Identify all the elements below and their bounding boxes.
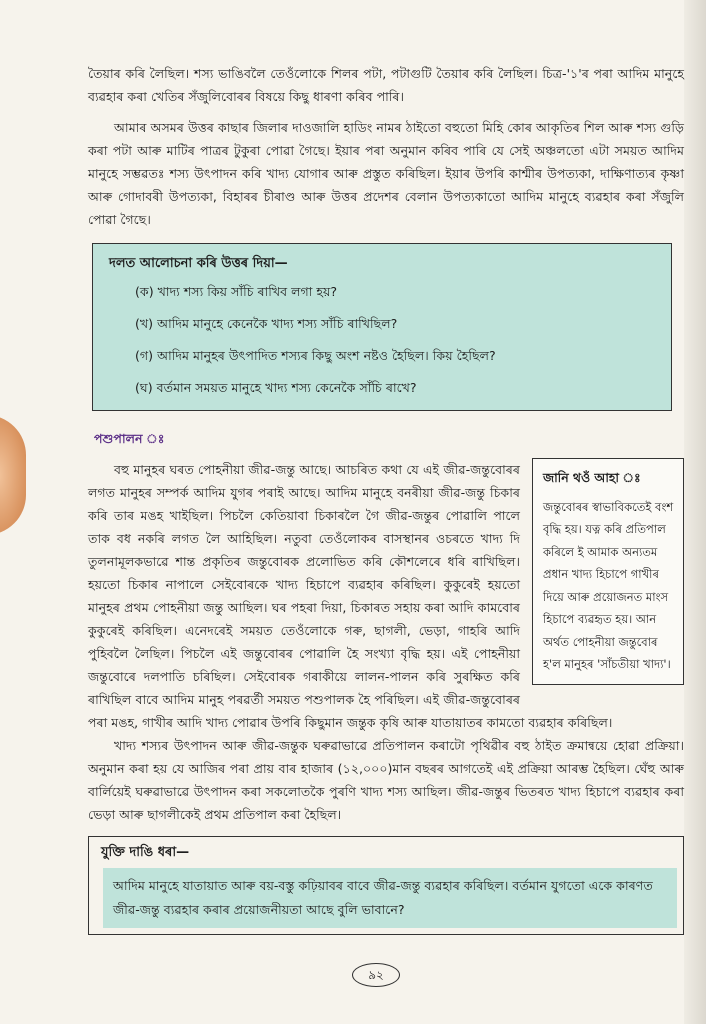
reasoning-box <box>88 836 684 935</box>
question-item: (ক) খাদ্য শস্য কিয় সাঁচি ৰাখিব লগা হয়? <box>135 284 338 299</box>
paragraph-archaeology: আমাৰ অসমৰ উত্তৰ কাছাৰ জিলাৰ দাওজালি হাডিং নামৰ ঠাইতো বহুতো মিহি কোৰ আকৃতিৰ শিল আৰু শস্য গুড়ি কৰা পটা আৰু মাটিৰ পাত্ৰৰ টুকুৰা পোৱা গৈছে। ইয়াৰ পৰা অনুমান কৰিব পাৰি যে সেই অঞ্চলতো এটা সময়ত আদিম মানুহে সম্ভৱতঃ শস্য উৎপাদন কৰি খাদ্য যোগাৰ আৰু প্ৰস্তুত কৰিছিল। ইয়াৰ উপৰি কাশ্মীৰ উপত্যকা, দাক্ষিণাত্যৰ কৃষ্ণা আৰু গোদাবৰী উপত্যকা, বিহাৰৰ চীৰাণ্ড আৰু উত্তৰ প্ৰদেশৰ বেলান উপত্যকাতো আদিম মানুহে ব্যৱহাৰ কৰা সঁজুলি পোৱা গৈছে। <box>88 120 684 227</box>
question-list <box>109 276 659 404</box>
know-box <box>532 458 684 685</box>
paragraph-agriculture-origin: খাদ্য শস্যৰ উৎপাদন আৰু জীৱ-জন্তুক ঘৰুৱাভাৱে প্ৰতিপালন কৰাটো পৃথিৱীৰ বহু ঠাইত ক্ৰমান্বয়ে হোৱা প্ৰক্ৰিয়া। অনুমান কৰা হয় যে আজিৰ পৰা প্ৰায় বাৰ হাজাৰ (১২,০০০)মান বছৰৰ আগতেই এই প্ৰক্ৰিয়া আৰম্ভ হৈছিল। ঘেঁহু আৰু বাৰ্লিয়েই ঘৰুৱাভাৱে উৎপাদন কৰা সকলোতকৈ পুৰণি খাদ্য শস্য আছিল। জীৱ-জন্তুৰ ভিতৰত খাদ্য হিচাপে ব্যৱহাৰ কৰা ভেড়া আৰু ছাগলীকেই প্ৰথম প্ৰতিপাল কৰা হৈছিল। <box>88 738 684 822</box>
know-box-title: জানি থওঁ আহা ঃ <box>543 470 641 485</box>
page-number: ৯২ <box>352 963 400 987</box>
thumb-photo-artifact <box>0 415 26 535</box>
animal-husbandry-section <box>88 458 684 734</box>
paragraph-intro: তৈয়াৰ কৰি লৈছিল। শস্য ভাঙিবলৈ তেওঁলোকে শিলৰ পটা, পটাগুটি তৈয়াৰ কৰি লৈছিল। চিত্ৰ-'১'ৰ পৰা আদিম মানুহে ব্যৱহাৰ কৰা খেতিৰ সঁজুলিবোৰৰ বিষয়ে কিছু ধাৰণা কৰিব পাৰি। <box>88 66 684 104</box>
question-item: (খ) আদিম মানুহে কেনেকৈ খাদ্য শস্য সাঁচি ৰাখিছিল? <box>135 316 398 331</box>
question-item: (ঘ) বৰ্তমান সময়ত মানুহে খাদ্য শস্য কেনেকৈ সাঁচি ৰাখে? <box>135 380 417 395</box>
paragraph-domestication: বহু মানুহৰ ঘৰত পোহনীয়া জীৱ-জন্তু আছে। আচৰিত কথা যে এই জীৱ-জন্তুবোৰৰ লগত মানুহৰ সম্পৰ্ক আদিম যুগৰ পৰাই আছে। আদিম মানুহে বনৰীয়া জীৱ-জন্তু চিকাৰ কৰি তাৰ মঙহ খাইছিল। পিচলৈ কেতিয়াবা চিকাৰলৈ গৈ জীৱ-জন্তুৰ পোৱালি পালে তাক বধ নকৰি লগত লৈ আহিছিল। নতুবা তেওঁলোকৰ বাসস্থানৰ ওচৰতে খাদ্য দি তুলনামূলকভাৱে শান্ত প্ৰকৃতিৰ জন্তুবোৰক প্ৰলোভিত কৰি কৌশলেৰে ধৰি ৰাখিছিল। হয়তো চিকাৰ নাপালে সেইবোৰকে খাদ্য হিচাপে ব্যৱহাৰ কৰিছিল। কুকুৰেই হয়তো মানুহৰ প্ৰথম পোহনীয়া জন্তু আছিল। ঘৰ পহৰা দিয়া, চিকাৰত সহায় কৰা আদি কামবোৰ কুকুৰেই কৰিছিল। এনেদৰেই সময়ত তেওঁলোকে গৰু, ছাগলী, ভেড়া, গাহৰি আদি পুহিবলৈ লৈছিল। পিচলৈ এই জন্তুবোৰৰ পোৱালি হৈ সংখ্যা বৃদ্ধি হয়। এই পোহনীয়া জন্তুবোৰে দলপাতি চৰিছিল। সেইবোৰক গৰাকীয়ে লালন-পালন কৰি সুৰক্ষিত কৰি ৰাখিছিল বাবে আদিম মানুহ পৰৱৰ্তী সময়ত পশুপালক হৈ পৰিছিল। এই জীৱ-জন্তুবোৰৰ পৰা মঙহ, গাখীৰ আদি খাদ্য পোৱাৰ উপৰি কিছুমান জন্তুক কৃষি আৰু যাতায়াতৰ কামতো ব্যৱহাৰ কৰিছিল। <box>88 462 613 730</box>
reasoning-question: আদিম মানুহে যাতায়াত আৰু বয়-বস্তু কঢ়িয়াবৰ বাবে জীৱ-জন্তু ব্যৱহাৰ কৰিছিল। বৰ্তমান যুগতো একে কাৰণত জীৱ-জন্তু ব্যৱহাৰ কৰাৰ প্ৰয়োজনীয়তা আছে বুলি ভাবানে? <box>103 868 677 928</box>
section-heading-animal-husbandry: পশুপালন ঃ <box>94 431 165 446</box>
discussion-heading: দলত আলোচনা কৰি উত্তৰ দিয়া— <box>109 256 288 271</box>
know-box-text: জন্তুবোৰৰ স্বাভাবিকতেই বংশ বৃদ্ধি হয়। যত্ন কৰি প্ৰতিপাল কৰিলে ই আমাক অন্যতম প্ৰধান খাদ্য হিচাপে গাখীৰ দিয়ে আৰু প্ৰয়োজনত মাংস হিচাপে ব্যৱহৃত হয়। আন অৰ্থত পোহনীয়া জন্তুবোৰ হ'ল মানুহৰ 'সাঁচতীয়া খাদ্য'। <box>543 499 674 671</box>
reasoning-heading: যুক্তি দাঙি ধৰা— <box>101 845 190 860</box>
question-item: (গ) আদিম মানুহৰ উৎপাদিত শস্যৰ কিছু অংশ নষ্টও হৈছিল। কিয় হৈছিল? <box>135 348 496 363</box>
page-content <box>88 62 684 935</box>
page-edge <box>684 0 706 1024</box>
discussion-box <box>92 243 672 411</box>
